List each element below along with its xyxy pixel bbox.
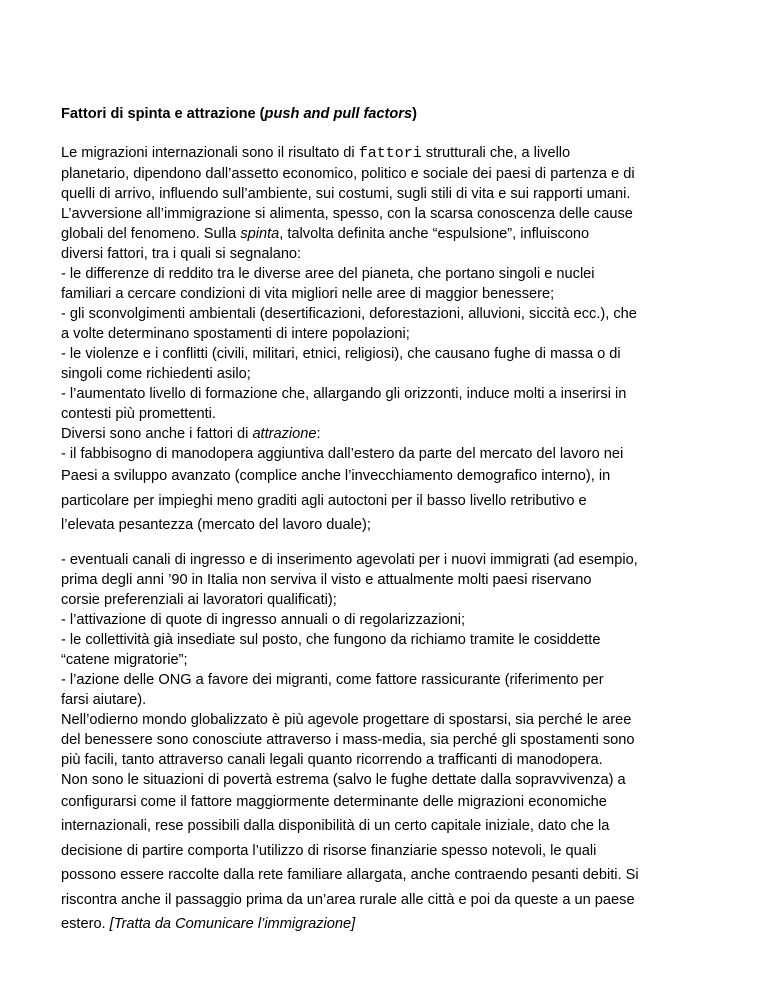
text-line: globali del fenomeno. Sulla spinta, talvolta definita anche “espulsione”, influiscono	[61, 226, 590, 242]
text-line: quelli di arrivo, influendo sull’ambiente, sui costumi, sugli stili di vita e sui rapporti umani.	[61, 186, 631, 202]
paragraph-push-factors	[61, 143, 725, 464]
text-line: Le migrazioni internazionali sono il risultato di fattori strutturali che, a livello	[61, 145, 571, 162]
list-item: - l’azione delle ONG a favore dei migranti, come fattore rassicurante (riferimento per	[61, 671, 604, 688]
text-line: diversi fattori, tra i quali si segnalano:	[61, 246, 302, 262]
text-line: contesti più promettenti.	[61, 406, 216, 422]
source-citation: [Tratta da Comunicare l’immigrazione]	[109, 916, 356, 933]
text-line: farsi aiutare).	[61, 691, 147, 708]
text-line: L’avversione all’immigrazione si alimenta, spesso, con la scarsa conoscenza delle cause	[61, 206, 633, 222]
text-line: Nell’odierno mondo globalizzato è più agevole progettare di spostarsi, sia perché le aree	[61, 711, 632, 728]
text-line: a volte determinano spostamenti di intere popolazioni;	[61, 326, 410, 342]
paragraph-pull-factors	[61, 550, 725, 790]
text-line: del benessere sono conosciute attraverso i mass-media, sia perché gli spostamenti sono	[61, 731, 635, 748]
list-item: - eventuali canali di ingresso e di inserimento agevolati per i nuovi immigrati (ad esempio,	[61, 551, 638, 568]
text-line: possono essere raccolte dalla rete familiare allargata, anche contraendo pesanti debiti. Si	[61, 867, 639, 884]
text-line: configurarsi come il fattore maggiormente determinante delle migrazioni economiche	[61, 793, 607, 810]
list-item: - il fabbisogno di manodopera aggiuntiva dall’estero da parte del mercato del lavoro nei	[61, 446, 624, 462]
paragraph-conclusion	[61, 790, 725, 938]
paragraph-labour-demand	[61, 464, 725, 538]
text-line: più facili, tanto attraverso canali legali quanto ricorrendo a trafficanti di manodopera.	[61, 751, 603, 768]
document-title: Fattori di spinta e attrazione (push and pull factors)	[61, 106, 417, 122]
list-item: - le violenze e i conflitti (civili, militari, etnici, religiosi), che causano fughe di massa o di	[61, 346, 621, 362]
text-line: singoli come richiedenti asilo;	[61, 366, 251, 382]
list-item: - l’aumentato livello di formazione che, allargando gli orizzonti, induce molti a inserirsi in	[61, 386, 627, 402]
text-line: “catene migratorie”;	[61, 651, 188, 668]
list-item: - gli sconvolgimenti ambientali (desertificazioni, deforestazioni, alluvioni, siccità ecc.), che	[61, 306, 637, 322]
list-item: - l’attivazione di quote di ingresso annuali o di regolarizzazioni;	[61, 611, 465, 628]
text-line: Diversi sono anche i fattori di attrazione:	[61, 426, 321, 442]
text-line: corsie preferenziali ai lavoratori qualificati);	[61, 591, 337, 608]
text-line: particolare per impieghi meno graditi agli autoctoni per il basso livello retributivo e	[61, 492, 587, 509]
list-item: - le differenze di reddito tra le diverse aree del pianeta, che portano singoli e nuclei	[61, 266, 595, 282]
text-line: familiari a cercare condizioni di vita migliori nelle aree di maggior benessere;	[61, 286, 555, 302]
text-line: planetario, dipendono dall’assetto economico, politico e sociale dei paesi di partenza e di	[61, 166, 635, 182]
text-line: internazionali, rese possibili dalla disponibilità di un certo capitale iniziale, dato che la	[61, 818, 610, 835]
document-page	[61, 104, 725, 937]
text-line: prima degli anni ’90 in Italia non serviva il visto e attualmente molti paesi riservano	[61, 571, 592, 588]
text-line: Non sono le situazioni di povertà estrema (salvo le fughe dettate dalla sopravvivenza) a	[61, 771, 626, 788]
text-line: estero. [Tratta da Comunicare l’immigrazione]	[61, 916, 356, 933]
list-item: - le collettività già insediate sul posto, che fungono da richiamo tramite le cosiddette	[61, 631, 601, 648]
text-line: decisione di partire comporta l’utilizzo di risorse finanziarie spesso notevoli, le quali	[61, 842, 597, 859]
text-line: riscontra anche il passaggio prima da un’area rurale alle città e poi da queste a un paese	[61, 891, 635, 908]
text-line: l’elevata pesantezza (mercato del lavoro duale);	[61, 517, 371, 533]
text-line: Paesi a sviluppo avanzato (complice anche l’invecchiamento demografico interno), in	[61, 468, 611, 484]
